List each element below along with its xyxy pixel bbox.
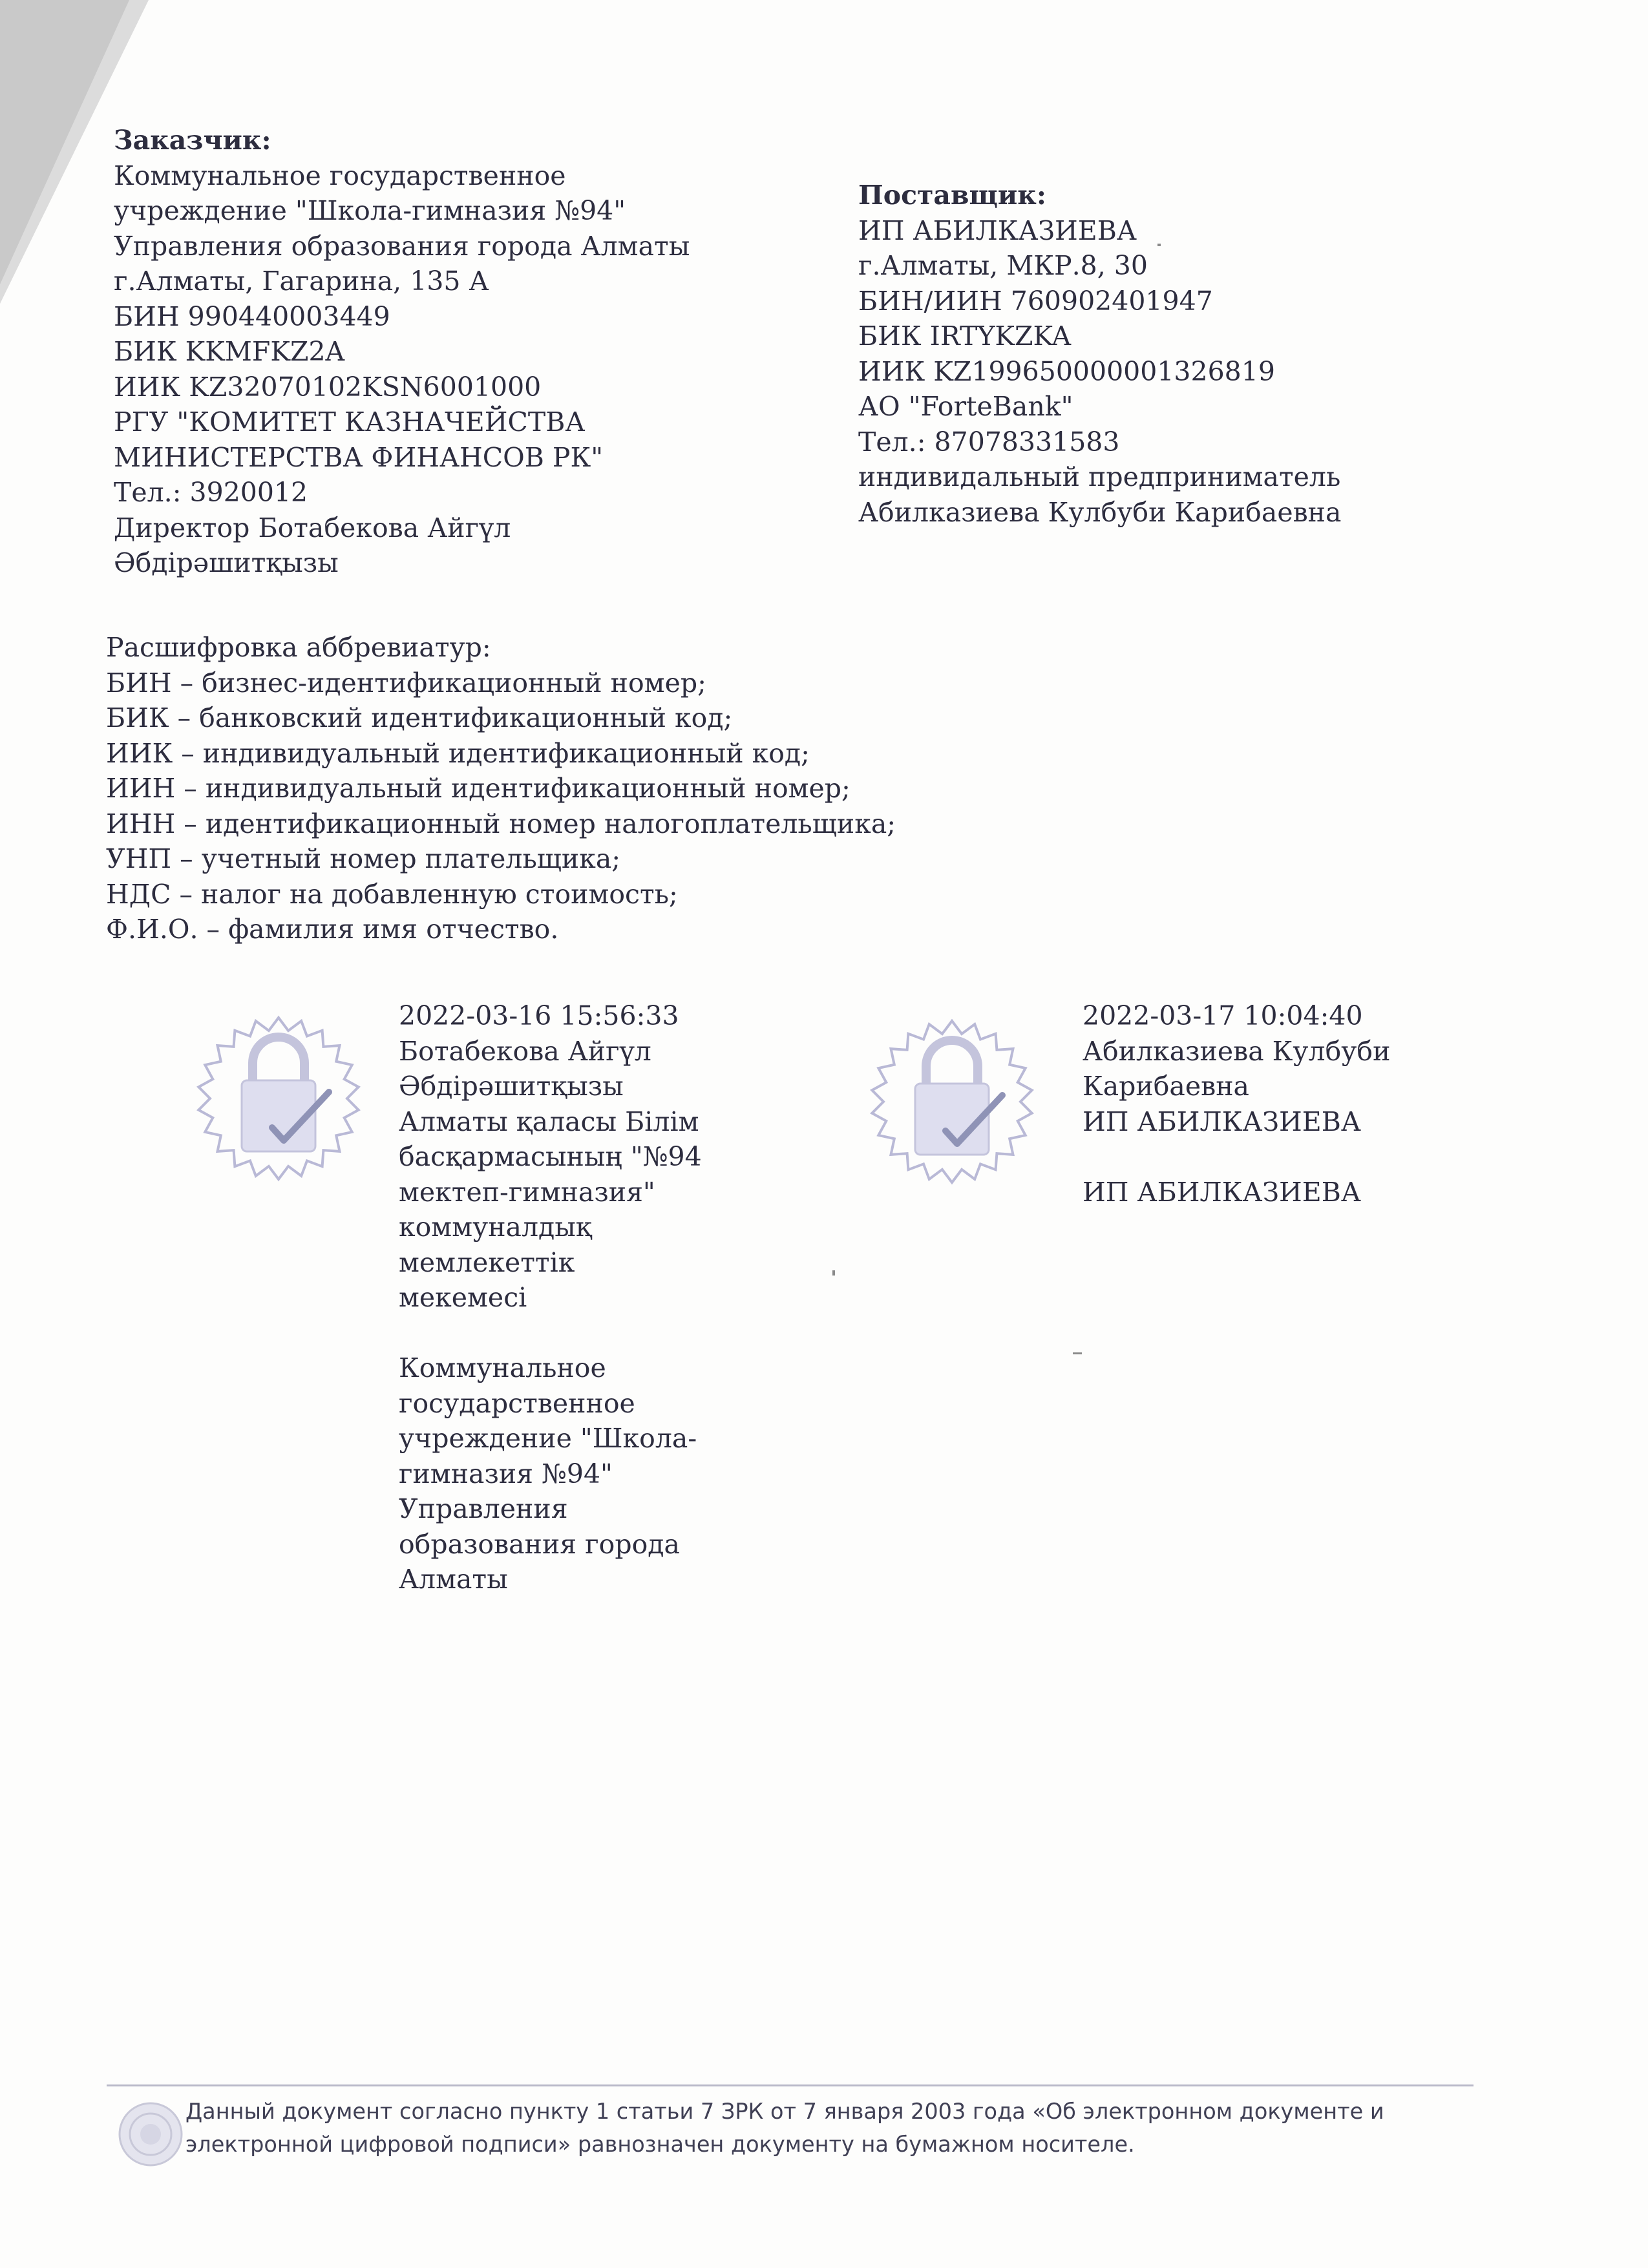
signature-line: коммуналдық xyxy=(399,1212,592,1243)
supplier-block xyxy=(858,178,1341,530)
abbreviation-item: БИН – бизнес-идентификационный номер; xyxy=(106,667,706,698)
signature-line: Әбдірәшитқызы xyxy=(399,1071,624,1102)
customer-line: Әбдірәшитқызы xyxy=(114,547,339,578)
supplier-line: г.Алматы, МКР.8, 30 xyxy=(858,250,1148,281)
scan-speck xyxy=(1157,244,1161,246)
signature-line: мектеп-гимназия" xyxy=(399,1176,655,1208)
supplier-line: БИК IRTYKZKA xyxy=(858,320,1072,352)
abbreviations-block xyxy=(106,630,896,947)
footer-line: электронной цифровой подписи» равнозначен документу на бумажном носителе. xyxy=(185,2132,1135,2157)
abbreviation-item: БИК – банковский идентификационный код; xyxy=(106,702,733,733)
customer-line: МИНИСТЕРСТВА ФИНАНСОВ РК" xyxy=(114,441,604,473)
padlock-shackle xyxy=(253,1037,304,1082)
padlock-shackle xyxy=(926,1040,978,1086)
customer-signature-details xyxy=(399,998,702,1597)
e-document-logo-icon xyxy=(115,2099,186,2170)
customer-line: БИН 990440003449 xyxy=(114,300,390,332)
supplier-signature-details xyxy=(1083,998,1390,1210)
signature-spacer xyxy=(1083,1139,1390,1175)
signature-line: Коммунальное xyxy=(399,1352,606,1383)
signature-line: учреждение "Школа- xyxy=(399,1423,697,1454)
footer-divider xyxy=(107,2084,1474,2086)
abbreviation-item: Ф.И.О. – фамилия имя отчество. xyxy=(106,914,559,945)
digital-signature-seal-icon xyxy=(865,1005,1039,1192)
signature-line: ИП АБИЛКАЗИЕВА xyxy=(1083,1176,1361,1208)
scan-speck xyxy=(832,1270,835,1276)
scanned-corner-shadow xyxy=(0,0,129,284)
customer-line: Коммунальное государственное xyxy=(114,160,566,191)
signature-line: Карибаевна xyxy=(1083,1071,1249,1102)
signature-line: Абилказиева Кулбуби xyxy=(1083,1035,1391,1067)
signature-line: Управления xyxy=(399,1493,568,1524)
abbreviation-item: НДС – налог на добавленную стоимость; xyxy=(106,878,678,910)
signature-line: мемлекеттік xyxy=(399,1246,575,1278)
customer-line: учреждение "Школа-гимназия №94" xyxy=(114,195,626,226)
supplier-line: Абилказиева Кулбуби Карибаевна xyxy=(858,496,1342,528)
customer-line: Директор Ботабекова Айгүл xyxy=(114,512,511,543)
customer-line: г.Алматы, Гагарина, 135 А xyxy=(114,266,489,297)
scan-speck xyxy=(1073,1352,1082,1354)
supplier-line: ИП АБИЛКАЗИЕВА xyxy=(858,215,1137,246)
customer-line: РГУ "КОМИТЕТ КАЗНАЧЕЙСТВА xyxy=(114,406,586,437)
signature-timestamp: 2022-03-17 10:04:40 xyxy=(1083,1000,1363,1031)
signature-line: Алматы қаласы Білім xyxy=(399,1106,699,1137)
footer-line: Данный документ согласно пункту 1 статьи 7 ЗРК от 7 января 2003 года «Об электронном документе и xyxy=(185,2099,1384,2124)
signature-line: государственное xyxy=(399,1387,635,1419)
supplier-line: БИН/ИИН 760902401947 xyxy=(858,285,1213,317)
supplier-line: ИИК KZ199650000001326819 xyxy=(858,355,1275,387)
customer-line: ИИК KZ32070102KSN6001000 xyxy=(114,371,542,403)
customer-heading: Заказчик: xyxy=(114,125,271,156)
customer-line: БИК KKMFKZ2A xyxy=(114,336,345,367)
abbreviation-item: УНП – учетный номер плательщика; xyxy=(106,843,621,874)
signature-line: мекемесі xyxy=(399,1282,527,1313)
abbreviation-item: ИНН – идентификационный номер налогоплательщика; xyxy=(106,808,896,839)
signature-line: басқармасының "№94 xyxy=(399,1141,702,1172)
supplier-line: АО "ForteBank" xyxy=(858,391,1073,422)
supplier-heading: Поставщик: xyxy=(858,180,1047,211)
signature-line: гимназия №94" xyxy=(399,1458,613,1489)
abbreviation-item: ИИН – индивидуальный идентификационный номер; xyxy=(106,773,850,804)
customer-line: Тел.: 3920012 xyxy=(114,477,308,508)
signature-line: Алматы xyxy=(399,1564,508,1595)
customer-line: Управления образования города Алматы xyxy=(114,230,690,262)
digital-signature-seal-icon xyxy=(191,1002,366,1189)
signature-spacer xyxy=(399,1316,702,1351)
footer-legal-notice xyxy=(185,2095,1465,2161)
signature-line: ИП АБИЛКАЗИЕВА xyxy=(1083,1106,1361,1137)
supplier-line: Тел.: 87078331583 xyxy=(858,426,1120,457)
signature-line: Ботабекова Айгүл xyxy=(399,1035,651,1067)
supplier-line: индивидальный предприниматель xyxy=(858,461,1341,492)
signature-line: образования города xyxy=(399,1528,680,1560)
abbreviations-heading: Расшифровка аббревиатур: xyxy=(106,632,491,663)
customer-block xyxy=(114,123,690,581)
abbreviation-item: ИИК – индивидуальный идентификационный код; xyxy=(106,737,810,769)
signature-timestamp: 2022-03-16 15:56:33 xyxy=(399,1000,679,1031)
